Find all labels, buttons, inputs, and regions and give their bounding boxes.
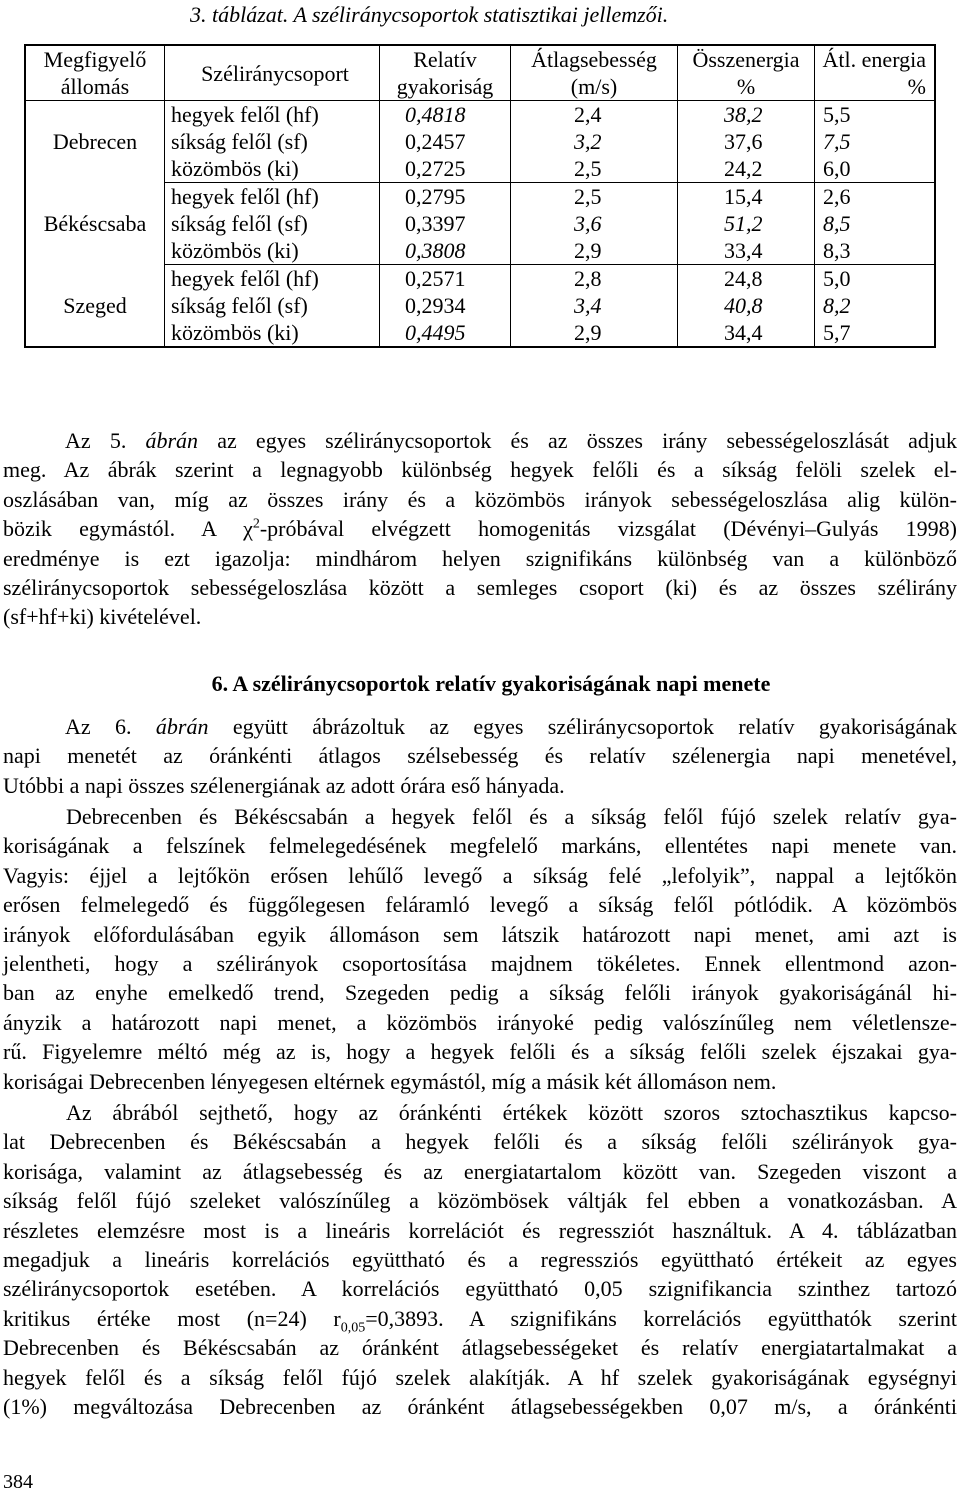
cell-avg: [815, 319, 936, 347]
p2-line-1: [3, 712, 957, 741]
value-total: 24,8: [724, 266, 763, 291]
table-row: [25, 101, 935, 129]
value-group: síkság felől (sf): [171, 293, 308, 318]
cell-rel: [380, 237, 511, 265]
p4-tail-line: (1%) megváltozása Debrecenben az óránként átlagsebességekben 0,07 m/s, a óránkénti: [3, 1394, 957, 1420]
cell-group: [165, 128, 380, 155]
value-avg: 8,5: [823, 211, 851, 236]
cell-total: [678, 101, 815, 129]
value-speed: 3,4: [574, 293, 602, 318]
cell-rel: [380, 101, 511, 129]
cell-total: [678, 155, 815, 183]
cell-group: [165, 319, 380, 347]
cell-total: [678, 183, 815, 211]
p1-line-7: (sf+hf+ki) kivételével.: [3, 604, 202, 630]
p3-line: jelentheti, hogy a szélirányok csoportosítása majdnem tökéletes. Ennek ellentmond azon-: [3, 951, 957, 977]
header-avg-energy: [815, 45, 936, 101]
value-avg: 8,3: [823, 238, 851, 263]
cell-rel: [380, 319, 511, 347]
cell-speed: [511, 265, 678, 293]
cell-speed: [511, 292, 678, 319]
header-relfreq: [380, 45, 511, 101]
value-total: 38,2: [724, 102, 763, 127]
p1-l4b: -próbával elvégzett homogenitás vizsgálat (Dévényi–Gulyás 1998): [259, 516, 957, 542]
value-rel: 0,4495: [405, 320, 466, 345]
p2-l1a: Az 6.: [65, 714, 156, 739]
p1-line-4: [3, 514, 957, 543]
table-body: [25, 101, 935, 348]
cell-rel: [380, 128, 511, 155]
value-group: hegyek felől (hf): [171, 266, 319, 291]
cell-group: [165, 292, 380, 319]
value-total: 15,4: [724, 184, 763, 209]
value-group: síkság felől (sf): [171, 211, 308, 236]
value-group: hegyek felől (hf): [171, 184, 319, 209]
p3-line: Debrecenben és Békéscsabán a hegyek felől és a síkság felől fújó szelek relatív gya-: [66, 804, 957, 829]
value-total: 51,2: [724, 211, 763, 236]
cell-speed: [511, 210, 678, 237]
station-name: Békéscsaba: [25, 183, 165, 265]
header-speed-line1: Átlagsebesség: [531, 47, 657, 72]
cell-group: [165, 210, 380, 237]
cell-rel: [380, 292, 511, 319]
value-speed: 2,8: [574, 266, 602, 291]
value-total: 40,8: [724, 293, 763, 318]
value-speed: 3,2: [574, 129, 602, 154]
p2-l1c: együtt ábrázoltuk az egyes széliránycsoportok relatív gyakoriságának: [208, 714, 957, 739]
cell-group: [165, 265, 380, 293]
header-station-line1: Megfigyelő: [43, 47, 147, 72]
value-rel: 0,2795: [405, 184, 466, 209]
cell-rel: [380, 183, 511, 211]
p4-line: részletes elemzésre most is a lineáris korrelációt és regressziót használtuk. A 4. táblázatban: [3, 1217, 957, 1243]
statistics-table: [24, 44, 936, 348]
cell-avg: [815, 101, 936, 129]
p3-line: ányzik a határozott napi menet, a közömbös irányoké pedig valószínűleg nem véletlensze-: [3, 1009, 957, 1035]
value-avg: 6,0: [823, 156, 851, 181]
header-total-line1: Összenergia: [692, 47, 800, 72]
value-speed: 2,4: [574, 102, 602, 127]
cell-speed: [511, 183, 678, 211]
header-relfreq-line1: Relatív: [413, 47, 477, 72]
value-group: hegyek felől (hf): [171, 102, 319, 127]
p1-l4a: bözik egymástól. A χ: [3, 516, 253, 542]
value-total: 34,4: [724, 320, 763, 345]
cell-group: [165, 155, 380, 183]
value-total: 24,2: [724, 156, 763, 181]
p3-line: rű. Figyelemre méltó még az is, hogy a hegyek felőli és a síkság felőli szelek éjszakai gya-: [3, 1039, 957, 1065]
paragraph-3: [3, 802, 957, 1096]
table-row: [25, 265, 935, 293]
p3-line: Vagyis: éjjel a lejtőkön erősen lehűlő levegő a síkság felé „lefolyik”, nappal a lejtőkön: [3, 862, 957, 888]
cell-total: [678, 265, 815, 293]
value-avg: 7,5: [823, 129, 851, 154]
cell-total: [678, 237, 815, 265]
paragraph-4: [3, 1098, 957, 1421]
p4-tail-line: hegyek felől és a síkság felől fújó szelek alakítják. A hf szelek gyakoriságának egységnyi: [3, 1364, 957, 1390]
p4-line-8: [3, 1304, 957, 1336]
value-avg: 5,0: [823, 266, 851, 291]
value-speed: 3,6: [574, 211, 602, 236]
p1-line-6: széliránycsoportok sebességeloszlása között a semleges csoport (ki) és az összes szélirány: [3, 575, 957, 601]
cell-avg: [815, 128, 936, 155]
value-rel: 0,2934: [405, 293, 466, 318]
p4-tail: [3, 1333, 957, 1421]
value-speed: 2,5: [574, 184, 602, 209]
p4-l8a: kritikus értéke most (n=24) r: [3, 1305, 341, 1331]
value-rel: 0,4818: [405, 102, 466, 127]
p4-line: Az ábrából sejthető, hogy az óránkénti értékek között szoros sztochasztikus kapcso-: [66, 1100, 957, 1125]
p3-line: erősen felmelegedő és függőlegesen feláramló levegő a síkság felől pótlódik. A közömbös: [3, 892, 957, 918]
p4-line: síkság felől fújó szeleket valószínűleg a közömbösek váltják fel ebben a vonatkozásban. A: [3, 1188, 957, 1214]
cell-rel: [380, 265, 511, 293]
p1-l1b: ábrán: [145, 428, 199, 453]
cell-speed: [511, 237, 678, 265]
page-number: 384: [3, 1471, 33, 1493]
p2-line-2: napi menetét az óránkénti átlagos szélsebesség és relatív szélenergia napi menetével,: [3, 743, 957, 769]
p1-line-3: oszlásában van, míg az összes irány és a közömbös irányok sebességeloszlása alig külön-: [3, 486, 957, 512]
cell-total: [678, 128, 815, 155]
header-avg-line2: %: [907, 74, 926, 99]
p3-line: ban az enyhe emelkedő trend, Szegeden pedig a síkság felőli irányok gyakoriságánál hi-: [3, 980, 957, 1006]
value-rel: 0,3808: [405, 238, 466, 263]
cell-avg: [815, 210, 936, 237]
p3-line: koriságai Debrecenben lényegesen eltérnek egymástól, míg a másik két állomáson nem.: [3, 1068, 777, 1094]
p1-l1a: Az 5.: [65, 428, 146, 453]
header-station: [25, 45, 165, 101]
cell-avg: [815, 237, 936, 265]
value-group: közömbös (ki): [171, 238, 299, 263]
header-group: Széliránycsoport: [165, 45, 380, 101]
p1-line-1: [3, 426, 957, 455]
value-avg: 5,5: [823, 102, 851, 127]
header-total-line2: %: [736, 74, 756, 99]
p4-line: széliránycsoportok esetében. A korrelációs együttható 0,05 szignifikancia szinthez tartozó: [3, 1276, 957, 1302]
value-group: közömbös (ki): [171, 320, 299, 345]
value-speed: 2,5: [574, 156, 602, 181]
value-speed: 2,9: [574, 238, 602, 263]
cell-avg: [815, 265, 936, 293]
cell-total: [678, 292, 815, 319]
station-name: Debrecen: [25, 101, 165, 183]
p4-line: megadjuk a lineáris korrelációs együttható és a regressziós együttható értékeit az egyes: [3, 1247, 957, 1273]
p4-tail-line: Debrecenben és Békéscsabán az óránként átlagsebességeket és relatív energiatartalmakat a: [3, 1335, 957, 1361]
value-rel: 0,2457: [405, 129, 466, 154]
p1-line-2: meg. Az ábrák szerint a legnagyobb különbség hegyek felőli és a síkság felöli szelek el-: [3, 457, 957, 483]
cell-avg: [815, 155, 936, 183]
value-group: közömbös (ki): [171, 156, 299, 181]
value-rel: 0,3397: [405, 211, 466, 236]
header-relfreq-line2: gyakoriság: [396, 74, 494, 99]
p1-line-5: eredménye is ezt igazolja: mindhárom helyen szignifikáns különbség van a különböző: [3, 545, 957, 571]
cell-group: [165, 237, 380, 265]
p4-line: lat Debrecenben és Békéscsabán a hegyek felőli és a síkság felőli szélirányok gya-: [3, 1129, 957, 1155]
cell-rel: [380, 155, 511, 183]
section-heading: 6. A széliránycsoportok relatív gyakoriságának napi menete: [211, 671, 771, 696]
cell-speed: [511, 319, 678, 347]
paragraph-1: [3, 426, 957, 632]
cell-total: [678, 210, 815, 237]
cell-avg: [815, 183, 936, 211]
cell-speed: [511, 128, 678, 155]
value-avg: 5,7: [823, 320, 851, 345]
p2-l1b: ábrán: [155, 714, 209, 739]
p2-line-3: Utóbbi a napi összes szélenergiának az adott órára eső hányada.: [3, 772, 565, 798]
p1-l4sup: 2: [252, 516, 260, 532]
cell-rel: [380, 210, 511, 237]
p3-line: irányok előfordulásában egyik állomáson sem látszik határozott napi menet, ami azt is: [3, 921, 957, 947]
p1-l1c: az egyes széliránycsoportok és az összes irány sebességeloszlását adjuk: [198, 428, 958, 453]
p4-lines: [3, 1098, 957, 1304]
p4-l8b: =0,3893. A szignifikáns korrelációs együtthatók szerint: [365, 1305, 957, 1331]
cell-speed: [511, 101, 678, 129]
header-station-line2: állomás: [60, 74, 130, 99]
paragraph-2: [3, 712, 957, 800]
p4-line: korisága, valamint az átlagsebesség és az energiatartalom között van. Szegeden viszont a: [3, 1158, 957, 1184]
p3-line: koriságának a felszínek felmelegedésének megfelelő markáns, ellentétes napi menete van.: [3, 833, 957, 859]
header-avg-line1: Átl. energia: [822, 47, 926, 72]
value-group: síkság felől (sf): [171, 129, 308, 154]
cell-speed: [511, 155, 678, 183]
cell-total: [678, 319, 815, 347]
value-total: 33,4: [724, 238, 763, 263]
value-rel: 0,2571: [405, 266, 466, 291]
cell-group: [165, 101, 380, 129]
station-name: Szeged: [25, 265, 165, 348]
table-row: [25, 183, 935, 211]
table-caption: 3. táblázat. A széliránycsoportok statisztikai jellemzői.: [190, 2, 669, 27]
value-avg: 2,6: [823, 184, 851, 209]
header-speed-line2: (m/s): [570, 74, 618, 99]
value-avg: 8,2: [823, 293, 851, 318]
cell-group: [165, 183, 380, 211]
header-total-energy: [678, 45, 815, 101]
value-rel: 0,2725: [405, 156, 466, 181]
value-speed: 2,9: [574, 320, 602, 345]
cell-avg: [815, 292, 936, 319]
value-total: 37,6: [724, 129, 763, 154]
p4-l8sub: 0,05: [340, 1320, 366, 1336]
header-speed: [511, 45, 678, 101]
